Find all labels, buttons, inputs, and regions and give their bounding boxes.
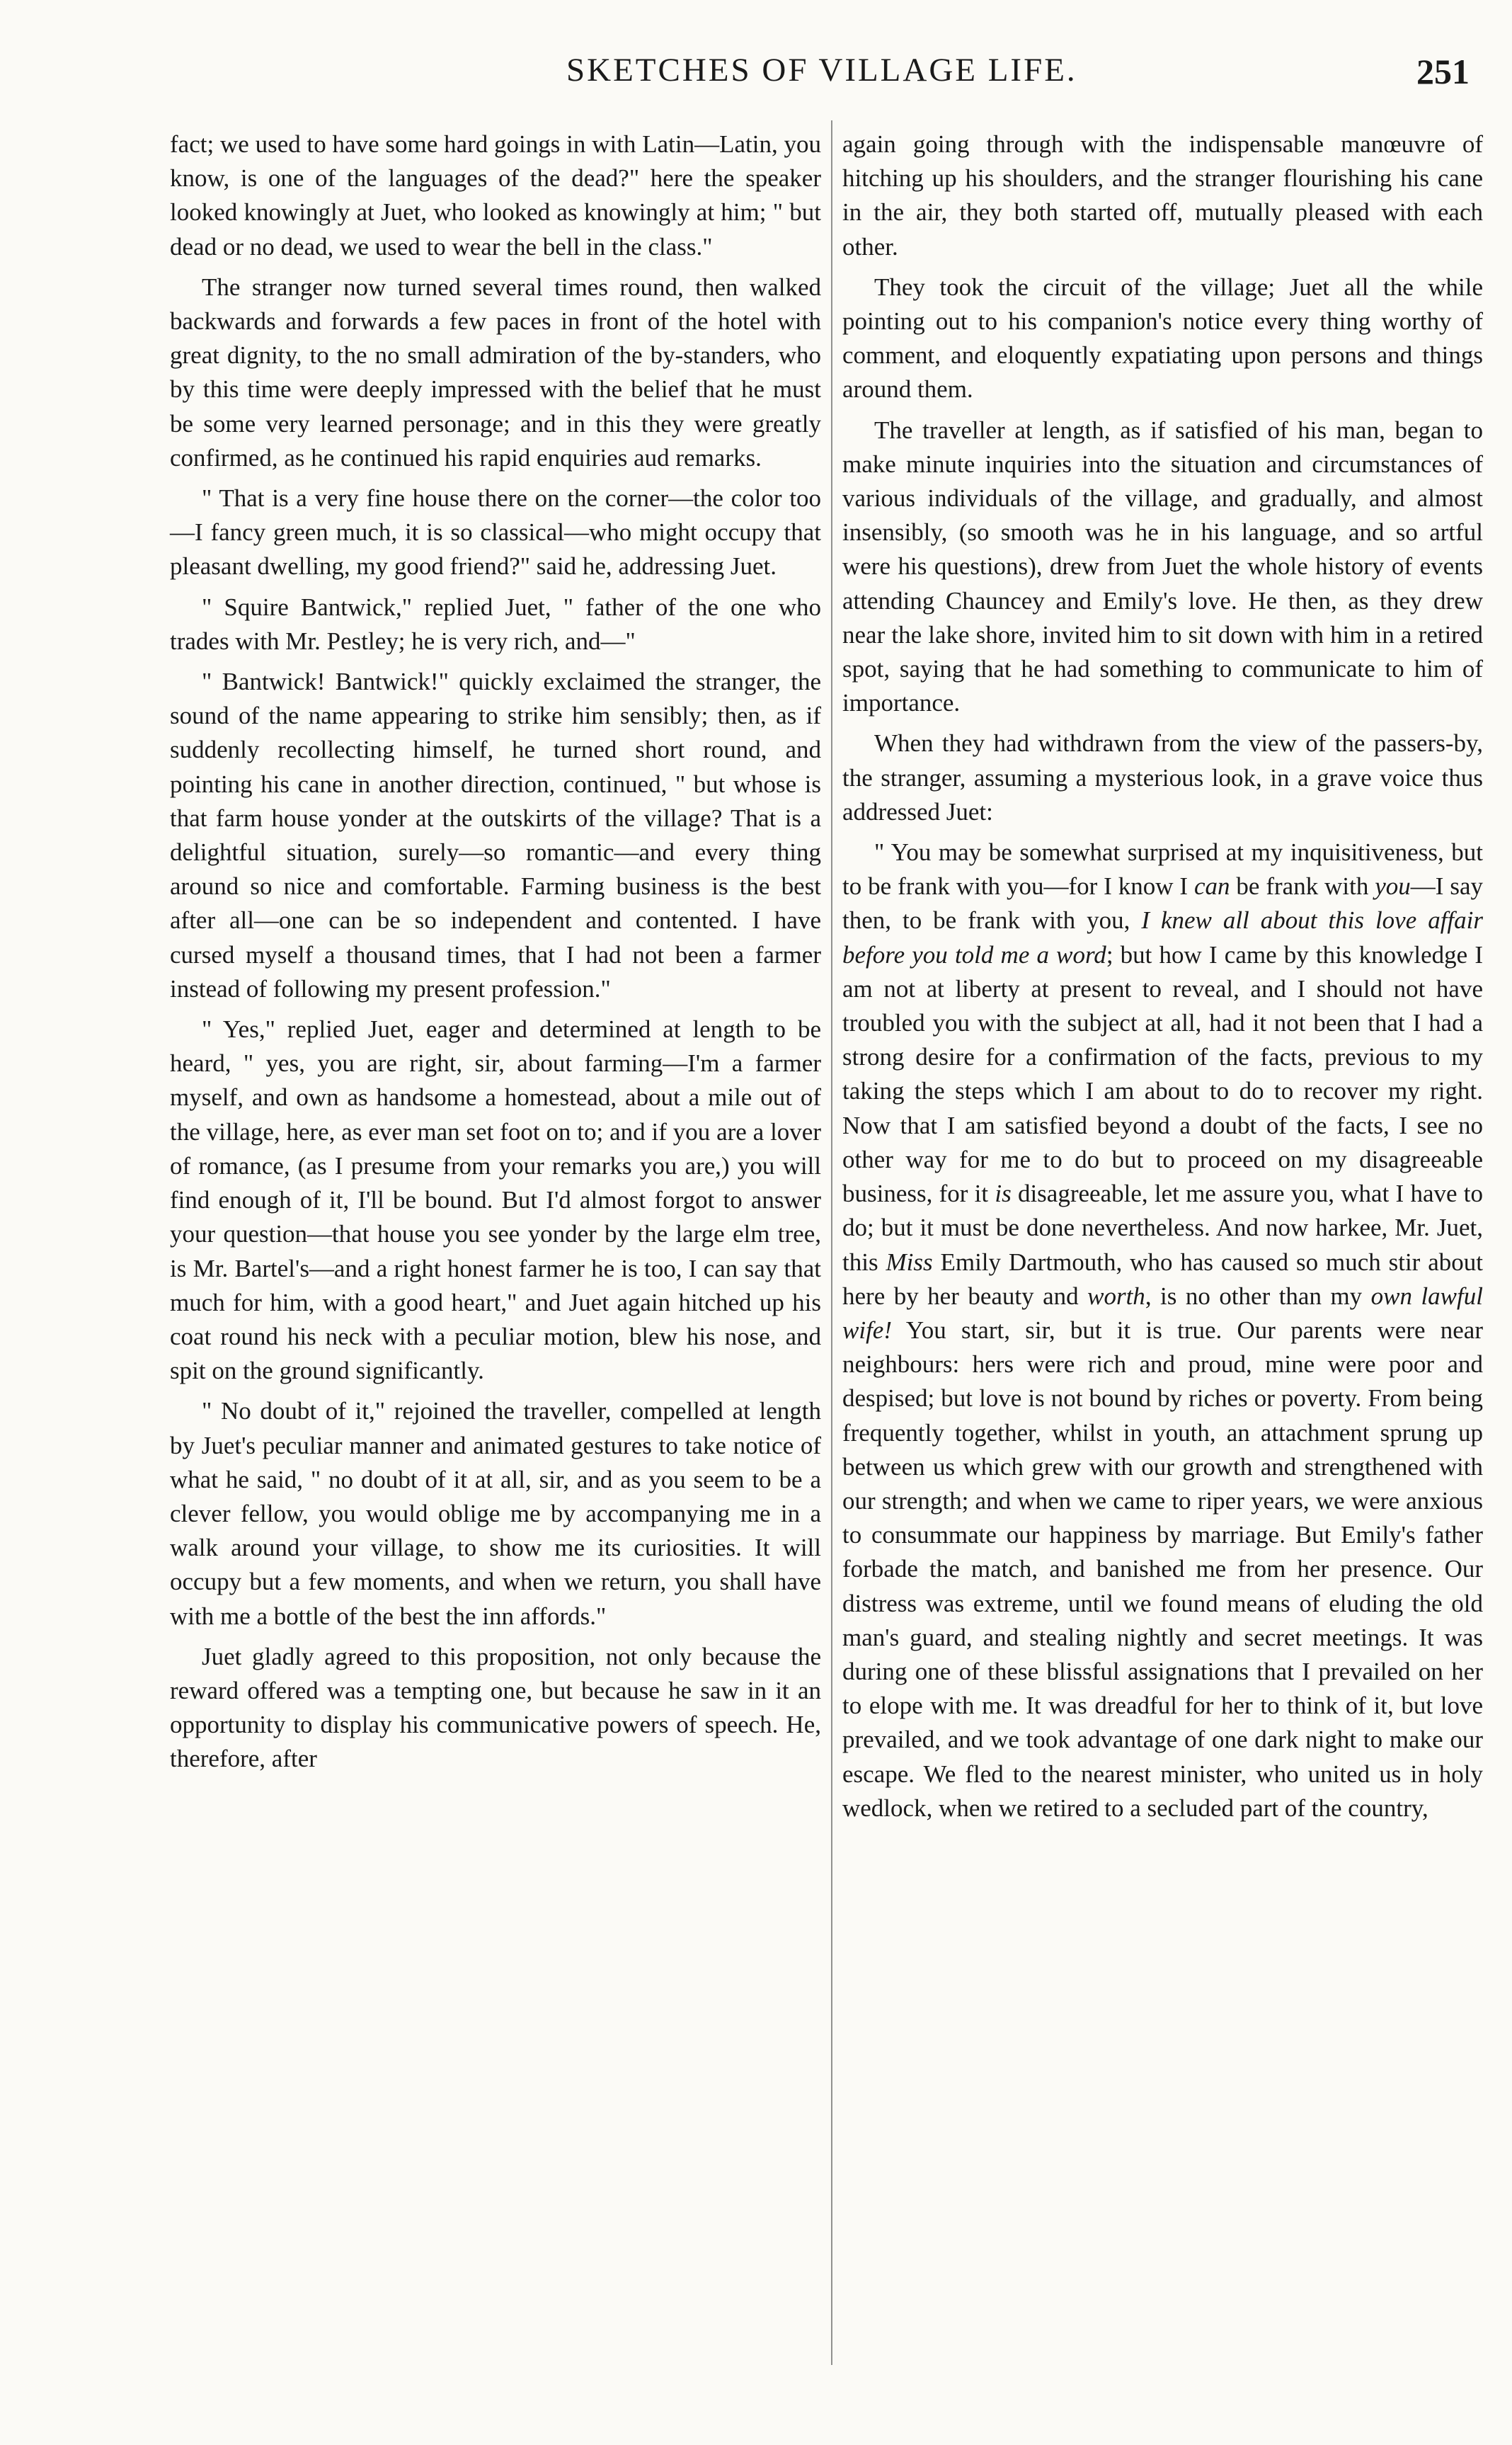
paragraph: The stranger now turned several times round, then walked backwards and forwards a few paces in front of the hotel with great dignity, to the no small admiration of the by-standers, who by this time were deeply impressed with the belief that he must be some very learned personage; and in this they were greatly confirmed, as he continued his rapid enquiries aud remarks.: [170, 273, 821, 472]
text-run: " You may be somewhat surprised at my inquisitiveness, but to be frank with you—for I know I: [842, 838, 1483, 901]
paragraph: fact; we used to have some hard goings in with Latin—Latin, you know, is one of the languages of the dead?" here the speaker looked knowingly at Juet, who looked as knowingly at him; " but dead or no dead, we used to wear the bell in the class.": [170, 130, 821, 261]
paragraph: again going through with the indispensable manœuvre of hitching up his shoulders, and the stranger flourishing his cane in the air, they both started off, mutually pleased with each other.: [842, 130, 1483, 261]
paragraph: Juet gladly agreed to this proposition, not only because the reward offered was a tempting one, but because he saw in it an opportunity to display his communicative powers of speech. He, therefore, after: [170, 1642, 821, 1773]
running-title: SKETCHES OF VILLAGE LIFE.: [566, 52, 1077, 89]
italic-run: you: [1375, 872, 1411, 901]
italic-run: worth: [1087, 1282, 1145, 1310]
paragraph: " Yes," replied Juet, eager and determined at length to be heard, " yes, you are right, sir, about farming—I'm a farmer myself, and own as handsome a homestead, about a mile out of the village, here, as ever man set foot on to; and if you are a lover of romance, (as I presume from your remarks you are,) you will find enough of it, I'll be bound. But I'd almost forgot to answer your question—that house you see yonder by the large elm tree, is Mr. Bartel's—and a right honest farmer he is too, I can say that much for him, with a good heart," and Juet again hitched up his coat round his neck with a peculiar motion, blew his nose, and spit on the ground significantly.: [170, 1015, 821, 1385]
italic-run: Miss: [886, 1248, 933, 1276]
running-head: [0, 51, 1512, 108]
paragraph-stranger-speech: [842, 836, 1483, 1825]
paragraph: " That is a very fine house there on the corner—the color too—I fancy green much, it is so classical—who might occupy that pleasant dwelling, my good friend?" said he, addressing Juet.: [170, 484, 821, 581]
column-divider: [831, 120, 832, 2365]
text-run: , is no other than my: [1145, 1282, 1371, 1310]
page-number: 251: [1416, 52, 1470, 91]
paragraph: The traveller at length, as if satisfied of his man, began to make minute inquiries into the situation and circumstances of various individuals of the village, and gradually, and almost insensibly, (so smooth was he in his language, and so artful were his questions), drew from Juet the whole history of events attending Chauncey and Emily's love. He then, as they drew near the lake shore, invited him to sit down with him in a retired spot, saying that he had something to communicate to him of importance.: [842, 416, 1483, 717]
italic-run: can: [1193, 872, 1230, 901]
paragraph: " Bantwick! Bantwick!" quickly exclaimed the stranger, the sound of the name appearing to strike him sensibly; then, as if suddenly recollecting himself, he turned short round, and pointing his cane in another direction, continued, " but whose is that farm house yonder at the outskirts of the village? That is a delightful situation, surely—so romantic—and every thing around so nice and comfortable. Farming business is the best after all—one can be so independent and contented. I have cursed myself a thousand times, that I had not been a farmer instead of following my present profession.": [170, 668, 821, 1003]
text-run: You start, sir, but it is true. Our parents were near neighbours: hers were rich and proud, mine were poor and despised; but love is not bound by riches or poverty. From being frequently together, whilst in youth, an attachment sprung up between us which grew with our growth and strengthened with our strength; and when we came to riper years, we were anxious to consummate our happiness by marriage. But Emily's father forbade the match, and banished me from her presence. Our distress was extreme, until we found means of eluding the old man's guard, and stealing nightly and secret meetings. It was during one of these blissful assignations that I prevailed on her to elope with me. It was dreadful for her to think of it, but love prevailed, and we took advantage of one dark night to make our escape. We fled to the nearest minister, who united us in holy wedlock, when we retired to a secluded part of the country,: [842, 1316, 1483, 1822]
text-run: Emily Dartmouth, who has caused so much stir about here by her beauty and: [842, 1248, 1483, 1310]
paragraph: They took the circuit of the village; Juet all the while pointing out to his companion's notice every thing worthy of comment, and eloquently expatiating upon persons and things around them.: [842, 273, 1483, 404]
text-run: —I say then, to be frank with you,: [842, 872, 1484, 935]
italic-run: is: [995, 1180, 1012, 1208]
text-run: disagreeable, let me assure you, what I have to do; but it must be done nevertheless. And now harkee, Mr. Juet, this: [842, 1180, 1483, 1276]
left-column: [170, 127, 821, 1777]
paragraph: " Squire Bantwick," replied Juet, " father of the one who trades with Mr. Pestley; he is very rich, and—": [170, 593, 821, 655]
paragraph: " No doubt of it," rejoined the traveller, compelled at length by Juet's peculiar manner and animated gestures to take notice of what he said, " no doubt of it at all, sir, and as you seem to be a clever fellow, you would oblige me by accompanying me in a walk around your village, to show me its curiosities. It will occupy but a few moments, and when we return, you shall have with me a bottle of the best the inn affords.": [170, 1397, 821, 1630]
right-column: [842, 127, 1483, 1825]
italic-run: own lawful wife!: [842, 1282, 1483, 1344]
text-run: be frank with: [1230, 872, 1375, 901]
text-run: ; but how I came by this knowledge I am not at liberty at present to reveal, and I should not have troubled you with the subject at all, had it not been that I had a strong desire for a confirmation of the facts, previous to my taking the steps which I am about to do to recover my right. Now that I am satisfied beyond a doubt of the facts, I see no other way for me to do but to proceed on my disagreeable business, for it: [842, 940, 1483, 1208]
paragraph: When they had withdrawn from the view of the passers-by, the stranger, assuming a mysterious look, in a grave voice thus addressed Juet:: [842, 729, 1483, 826]
italic-run: I knew all about this love affair before you told me a word: [842, 906, 1483, 969]
